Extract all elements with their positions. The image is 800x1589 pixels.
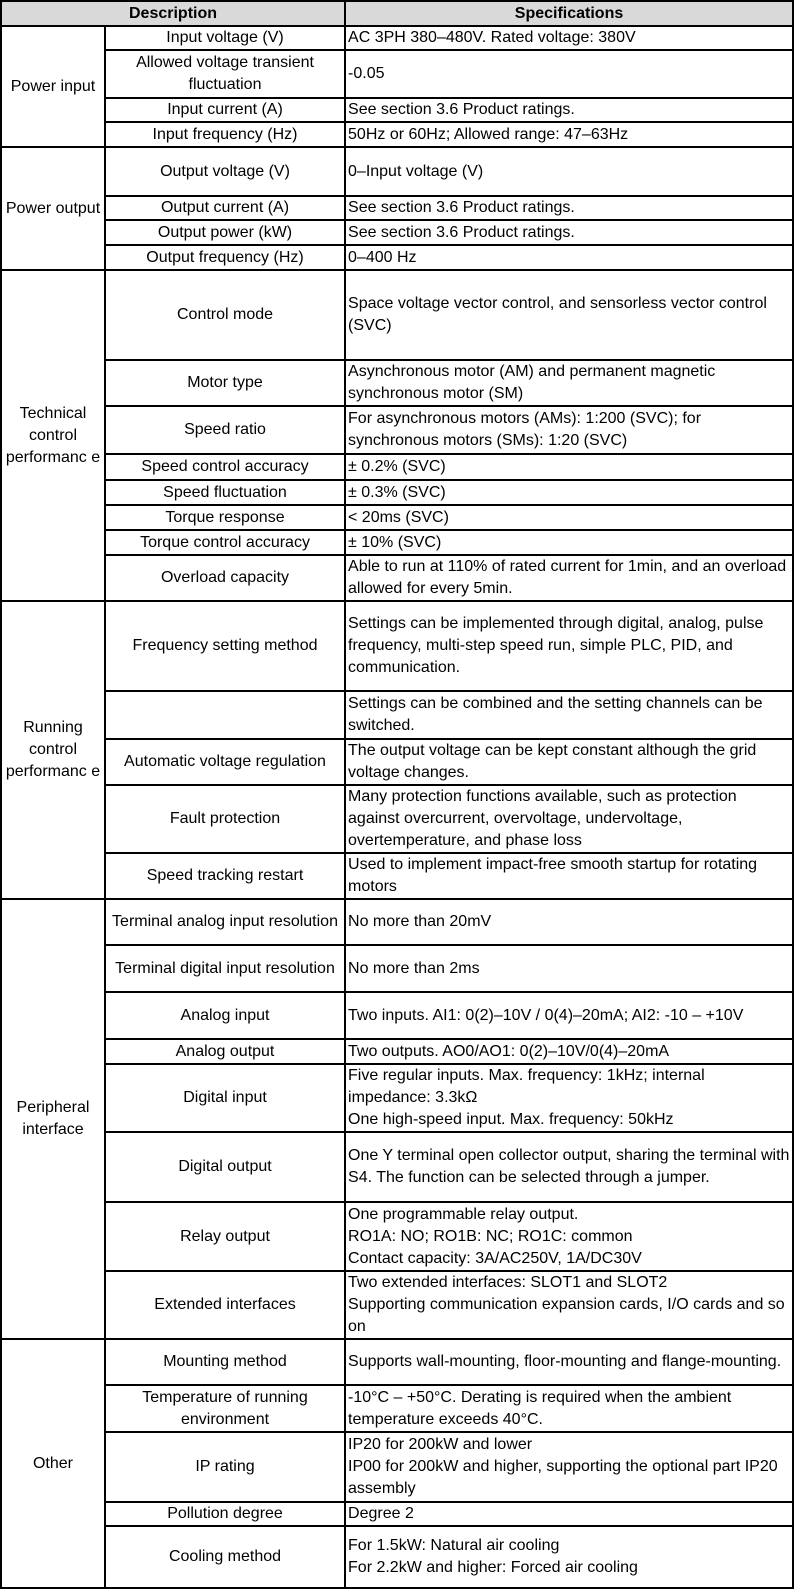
spec-cell: See section 3.6 Product ratings.	[345, 98, 793, 122]
table-row	[1, 785, 793, 853]
item-cell: Motor type	[105, 360, 345, 406]
table-row	[1, 406, 793, 454]
item-cell: Digital output	[105, 1132, 345, 1202]
table-row	[1, 1039, 793, 1064]
spec-cell: ± 0.2% (SVC)	[345, 454, 793, 480]
spec-cell: Five regular inputs. Max. frequency: 1kHz; internal impedance: 3.3kΩ One high-speed input. Max. frequency: 50kHz	[345, 1064, 793, 1132]
table-row	[1, 1339, 793, 1385]
item-cell: Output voltage (V)	[105, 147, 345, 196]
item-cell: Pollution degree	[105, 1502, 345, 1526]
item-cell: Mounting method	[105, 1339, 345, 1385]
table-row	[1, 220, 793, 245]
header-row	[1, 1, 793, 26]
table-row	[1, 505, 793, 530]
spec-cell: -0.05	[345, 50, 793, 98]
spec-cell: 0–Input voltage (V)	[345, 147, 793, 196]
spec-cell: Two inputs. AI1: 0(2)–10V / 0(4)–20mA; AI2: -10 – +10V	[345, 992, 793, 1039]
item-cell: Allowed voltage transient fluctuation	[105, 50, 345, 98]
item-cell	[105, 691, 345, 739]
item-cell: Speed ratio	[105, 406, 345, 454]
item-cell: Terminal digital input resolution	[105, 945, 345, 992]
category-cell: Power input	[1, 26, 105, 147]
table-row	[1, 530, 793, 555]
spec-cell: IP20 for 200kW and lower IP00 for 200kW and higher, supporting the optional part IP20 assembly	[345, 1432, 793, 1502]
table-row	[1, 50, 793, 98]
spec-cell: -10°C – +50°C. Derating is required when the ambient temperature exceeds 40°C.	[345, 1385, 793, 1432]
item-cell: Output power (kW)	[105, 220, 345, 245]
spec-cell: Two extended interfaces: SLOT1 and SLOT2 Supporting communication expansion cards, I/O cards and so on	[345, 1271, 793, 1339]
table-row	[1, 899, 793, 945]
item-cell: Output frequency (Hz)	[105, 245, 345, 270]
header-description: Description	[1, 1, 345, 26]
table-row	[1, 122, 793, 147]
spec-cell: Used to implement impact-free smooth startup for rotating motors	[345, 853, 793, 899]
item-cell: Speed fluctuation	[105, 480, 345, 505]
item-cell: Extended interfaces	[105, 1271, 345, 1339]
item-cell: IP rating	[105, 1432, 345, 1502]
item-cell: Temperature of running environment	[105, 1385, 345, 1432]
category-cell: Running control performanc e	[1, 601, 105, 899]
spec-cell: The output voltage can be kept constant although the grid voltage changes.	[345, 739, 793, 785]
table-row	[1, 1432, 793, 1502]
table-row	[1, 196, 793, 220]
table-row	[1, 98, 793, 122]
spec-cell: See section 3.6 Product ratings.	[345, 220, 793, 245]
item-cell: Speed control accuracy	[105, 454, 345, 480]
table-row	[1, 853, 793, 899]
table-row	[1, 245, 793, 270]
category-cell: Peripheral interface	[1, 899, 105, 1339]
table-body	[1, 26, 793, 1588]
table-row	[1, 1385, 793, 1432]
spec-cell: One programmable relay output. RO1A: NO; RO1B: NC; RO1C: common Contact capacity: 3A/AC250V, 1A/DC30V	[345, 1202, 793, 1271]
item-cell: Output current (A)	[105, 196, 345, 220]
table-row	[1, 739, 793, 785]
spec-cell: See section 3.6 Product ratings.	[345, 196, 793, 220]
item-cell: Torque control accuracy	[105, 530, 345, 555]
item-cell: Automatic voltage regulation	[105, 739, 345, 785]
category-cell: Technical control performanc e	[1, 270, 105, 601]
item-cell: Torque response	[105, 505, 345, 530]
spec-cell: Many protection functions available, such as protection against overcurrent, overvoltage, undervoltage, overtemperature, and phase loss	[345, 785, 793, 853]
spec-cell: ± 0.3% (SVC)	[345, 480, 793, 505]
table-row	[1, 1502, 793, 1526]
table-row	[1, 270, 793, 360]
item-cell: Cooling method	[105, 1526, 345, 1588]
table-row	[1, 945, 793, 992]
spec-cell: Supports wall-mounting, floor-mounting and flange-mounting.	[345, 1339, 793, 1385]
item-cell: Input current (A)	[105, 98, 345, 122]
table-row	[1, 360, 793, 406]
spec-cell: For 1.5kW: Natural air cooling For 2.2kW and higher: Forced air cooling	[345, 1526, 793, 1588]
table-row	[1, 1271, 793, 1339]
spec-cell: Degree 2	[345, 1502, 793, 1526]
table-row	[1, 691, 793, 739]
category-cell: Other	[1, 1339, 105, 1588]
item-cell: Frequency setting method	[105, 601, 345, 691]
spec-cell: Space voltage vector control, and sensorless vector control (SVC)	[345, 270, 793, 360]
item-cell: Relay output	[105, 1202, 345, 1271]
item-cell: Input voltage (V)	[105, 26, 345, 50]
item-cell: Overload capacity	[105, 555, 345, 601]
item-cell: Analog output	[105, 1039, 345, 1064]
table-row	[1, 1202, 793, 1271]
spec-cell: < 20ms (SVC)	[345, 505, 793, 530]
spec-cell: One Y terminal open collector output, sharing the terminal with S4. The function can be selected through a jumper.	[345, 1132, 793, 1202]
spec-cell: Asynchronous motor (AM) and permanent magnetic synchronous motor (SM)	[345, 360, 793, 406]
spec-cell: Able to run at 110% of rated current for 1min, and an overload allowed for every 5min.	[345, 555, 793, 601]
table-row	[1, 992, 793, 1039]
item-cell: Input frequency (Hz)	[105, 122, 345, 147]
table-row	[1, 601, 793, 691]
table-row	[1, 555, 793, 601]
header-specifications: Specifications	[345, 1, 793, 26]
item-cell: Terminal analog input resolution	[105, 899, 345, 945]
spec-cell: For asynchronous motors (AMs): 1:200 (SVC); for synchronous motors (SMs): 1:20 (SVC)	[345, 406, 793, 454]
spec-cell: 50Hz or 60Hz; Allowed range: 47–63Hz	[345, 122, 793, 147]
item-cell: Control mode	[105, 270, 345, 360]
spec-cell: Settings can be implemented through digital, analog, pulse frequency, multi-step speed run, simple PLC, PID, and communication.	[345, 601, 793, 691]
item-cell: Analog input	[105, 992, 345, 1039]
item-cell: Digital input	[105, 1064, 345, 1132]
table-row	[1, 26, 793, 50]
table-row	[1, 480, 793, 505]
spec-cell: AC 3PH 380–480V. Rated voltage: 380V	[345, 26, 793, 50]
table-row	[1, 147, 793, 196]
spec-cell: ± 10% (SVC)	[345, 530, 793, 555]
table-row	[1, 1526, 793, 1588]
spec-cell: 0–400 Hz	[345, 245, 793, 270]
item-cell: Speed tracking restart	[105, 853, 345, 899]
category-cell: Power output	[1, 147, 105, 270]
table-row	[1, 1132, 793, 1202]
spec-cell: Settings can be combined and the setting channels can be switched.	[345, 691, 793, 739]
spec-cell: Two outputs. AO0/AO1: 0(2)–10V/0(4)–20mA	[345, 1039, 793, 1064]
spec-cell: No more than 20mV	[345, 899, 793, 945]
table-row	[1, 1064, 793, 1132]
spec-cell: No more than 2ms	[345, 945, 793, 992]
item-cell: Fault protection	[105, 785, 345, 853]
table-row	[1, 454, 793, 480]
